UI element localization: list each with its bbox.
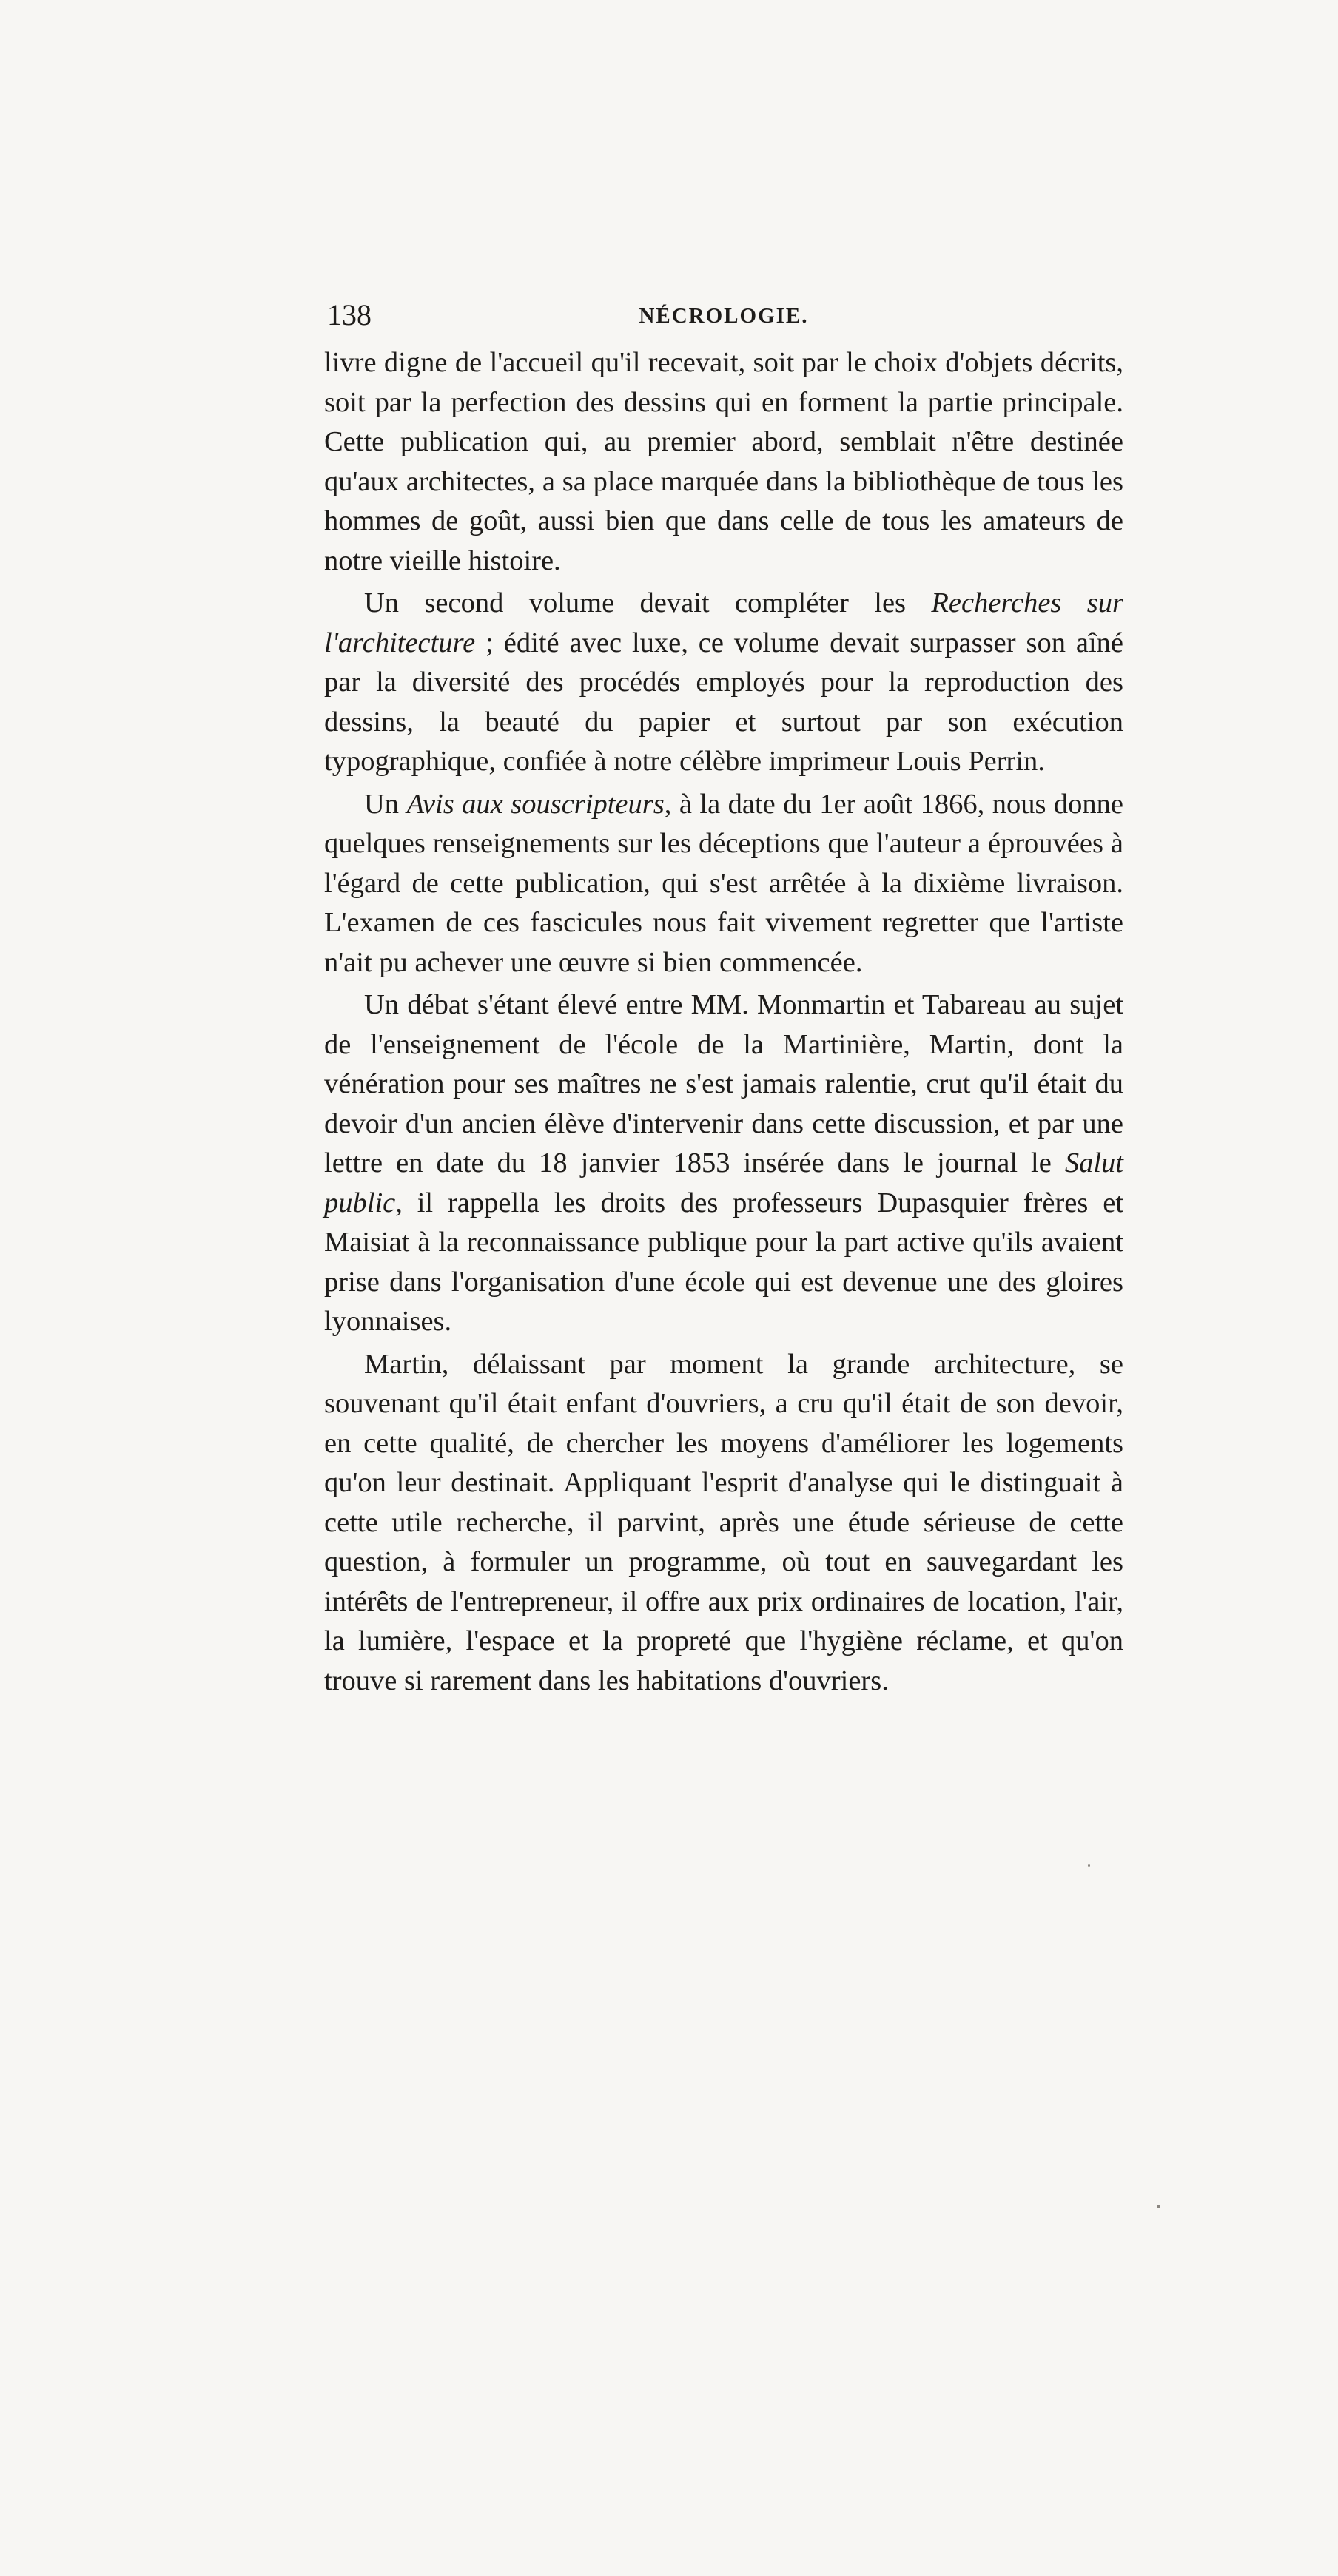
paragraph-4-text-c: , il rappella les droits des professeurs Dupasquier frères et Maisiat à la reconnaissance publique pour la part active qu'ils avaient prise dans l'organisation d'une école qui est devenue une des gloires lyonnaises. xyxy=(324,1187,1123,1337)
paragraph-4 xyxy=(324,985,1123,1342)
body-text xyxy=(324,343,1123,1701)
page-number: 138 xyxy=(327,298,372,331)
avis-souscripteurs-title: Avis aux souscripteurs xyxy=(406,788,665,820)
paragraph-2-text-a: Un second volume devait compléter les xyxy=(364,587,932,618)
paper-speck xyxy=(1157,2205,1160,2208)
paper-speck xyxy=(1088,1864,1090,1867)
paragraph-5-text: Martin, délaissant par moment la grande architecture, se souvenant qu'il était enfant d'ouvriers, a cru qu'il était de son devoir, en cette qualité, de chercher les moyens d'améliorer les logements qu'on leur destinait. Appliquant l'esprit d'analyse qui le distinguait à cette utile recherche, il parvint, après une étude sérieuse de cette question, à formuler un programme, où tout en sauvegardant les intérêts de l'entrepreneur, il offre aux prix ordinaires de location, l'air, la lumière, l'espace et la propreté que l'hygiène réclame, et qu'on trouve si rarement dans les habitations d'ouvriers. xyxy=(324,1348,1123,1696)
paragraph-1 xyxy=(324,343,1123,581)
book-title-recherches: Recherches sur l'architecture xyxy=(324,587,1123,658)
paragraph-1-text: livre digne de l'accueil qu'il recevait, soit par le choix d'objets décrits, soit par la perfection des dessins qui en forment la partie principale. Cette publication qui, au premier abord, semblait n'être destinée qu'aux architectes, a sa place marquée dans la bibliothèque de tous les hommes de goût, aussi bien que dans celle de tous les amateurs de notre vieille histoire. xyxy=(324,347,1123,576)
paragraph-2-text-c: ; édité avec luxe, ce volume devait surpasser son aîné par la diversité des procédés employés pour la reproduction des dessins, la beauté du papier et surtout par son exécution typographique, confiée à notre célèbre imprimeur Louis Perrin. xyxy=(324,627,1123,777)
page-header xyxy=(324,294,1123,339)
paragraph-5 xyxy=(324,1345,1123,1702)
paragraph-3 xyxy=(324,785,1123,983)
journal-title-salut-public: Salut public xyxy=(324,1147,1123,1218)
running-title: NÉCROLOGIE. xyxy=(639,304,809,328)
paragraph-3-text-a: Un xyxy=(364,788,407,820)
book-page xyxy=(324,294,1123,1704)
paragraph-3-text-c: , à la date du 1er août 1866, nous donne quelques renseignements sur les déceptions que l'auteur a éprouvées à l'égard de cette publication, qui s'est arrêtée à la dixième livraison. L'examen de ces fascicules nous fait vivement regretter que l'artiste n'ait pu achever une œuvre si bien commencée. xyxy=(324,788,1123,978)
paragraph-2 xyxy=(324,584,1123,782)
paragraph-4-text-a: Un débat s'étant élevé entre MM. Monmartin et Tabareau au sujet de l'enseignement de l'école de la Martinière, Martin, dont la vénération pour ses maîtres ne s'est jamais ralentie, crut qu'il était du devoir d'un ancien élève d'intervenir dans cette discussion, et par une lettre en date du 18 janvier 1853 insérée dans le journal le xyxy=(324,989,1123,1179)
